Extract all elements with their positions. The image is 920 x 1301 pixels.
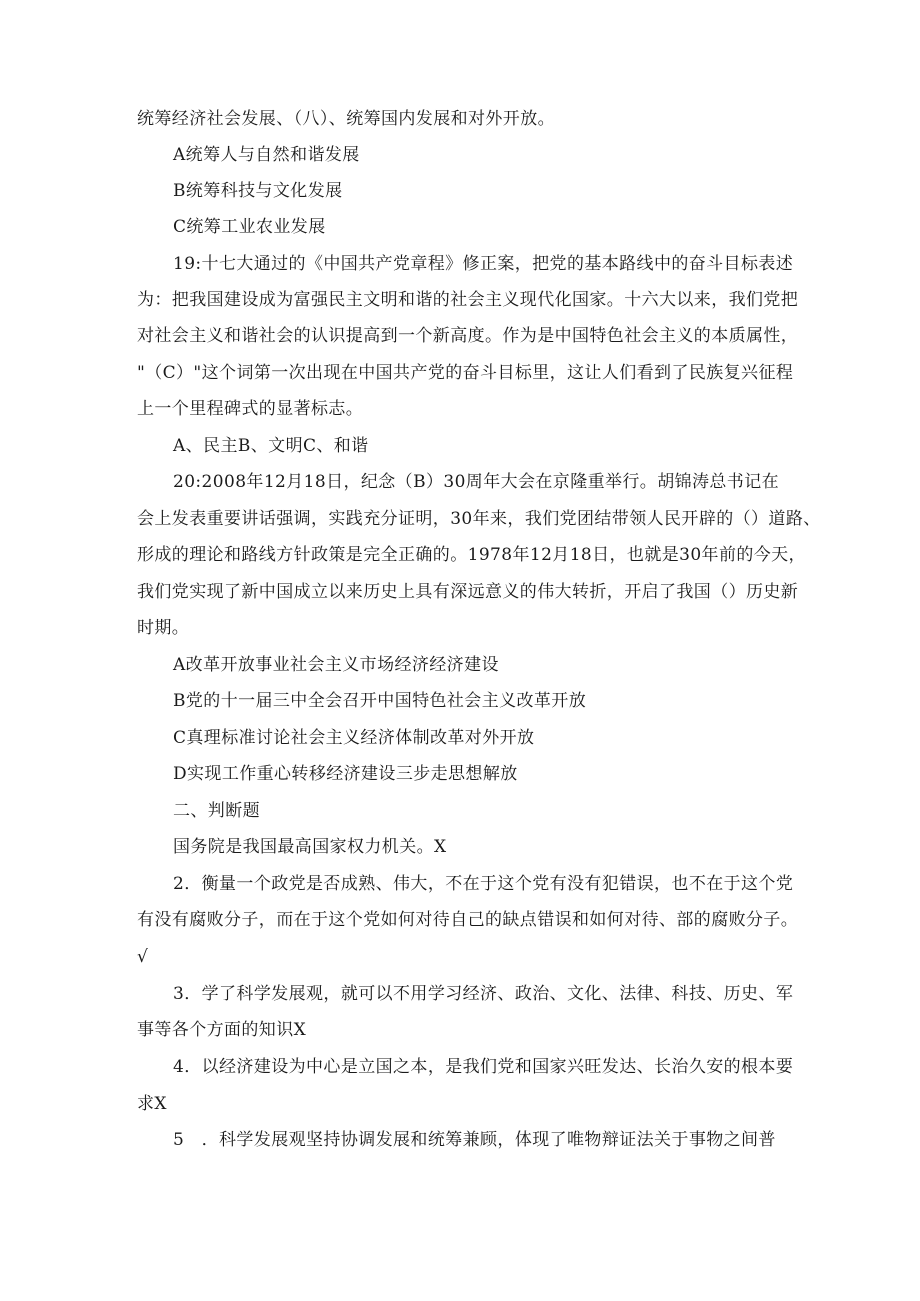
option-a: A改革开放事业社会主义市场经济经济建设: [173, 655, 499, 675]
check-mark: √: [137, 947, 149, 967]
judgement-5: 5 ．科学发展观坚持协调发展和统筹兼顾，体现了唯物辩证法关于事物之间普: [173, 1130, 776, 1150]
option-d: D实现工作重心转移经济建设三步走思想解放: [173, 764, 518, 784]
question-20: 20:2008年12月18日，纪念（B）30周年大会在京隆重举行。胡锦涛总书记在: [173, 472, 780, 492]
text-line: 统筹经济社会发展、（八）、统筹国内发展和对外开放。: [137, 109, 555, 129]
text-line: 有没有腐败分子，而在于这个党如何对待自己的缺点错误和如何对待、部的腐败分子。: [137, 910, 799, 930]
text-line: "（C）"这个词第一次出现在中国共产党的奋斗目标里，这让人们看到了民族复兴征程: [137, 363, 794, 383]
option-a: A统筹人与自然和谐发展: [173, 145, 360, 165]
options-19: A、民主B、文明C、和谐: [173, 436, 369, 456]
text-line: 事等各个方面的知识X: [137, 1020, 307, 1040]
text-line: 为：把我国建设成为富强民主文明和谐的社会主义现代化国家。十六大以来，我们党把: [137, 290, 799, 310]
judgement-1: 国务院是我国最高国家权力机关。X: [173, 837, 447, 857]
text-line: 形成的理论和路线方针政策是完全正确的。1978年12月18日，也就是30年前的今天，: [137, 545, 806, 565]
option-c: C真理标准讨论社会主义经济体制改革对外开放: [173, 728, 535, 748]
text-line: 对社会主义和谐社会的认识提高到一个新高度。作为是中国特色社会主义的本质属性，: [137, 326, 799, 346]
option-b: B党的十一届三中全会召开中国特色社会主义改革开放: [173, 691, 587, 711]
judgement-2: 2．衡量一个政党是否成熟、伟大，不在于这个党有没有犯错误，也不在于这个党: [173, 874, 794, 894]
text-line: 求X: [137, 1094, 167, 1114]
section-heading: 二、判断题: [173, 801, 260, 821]
judgement-4: 4．以经济建设为中心是立国之本，是我们党和国家兴旺发达、长治久安的根本要: [173, 1057, 794, 1077]
option-b: B统筹科技与文化发展: [173, 181, 343, 201]
judgement-3: 3．学了科学发展观，就可以不用学习经济、政治、文化、法律、科技、历史、军: [173, 984, 794, 1004]
text-line: 会上发表重要讲话强调，实践充分证明，30年来，我们党团结带领人民开辟的（）道路、: [137, 509, 821, 529]
text-line: 我们党实现了新中国成立以来历史上具有深远意义的伟大转折，开启了我国（）历史新: [137, 582, 799, 602]
option-c: C统筹工业农业发展: [173, 217, 326, 237]
text-line: 上一个里程碑式的显著标志。: [137, 399, 364, 419]
question-19: 19:十七大通过的《中国共产党章程》修正案，把党的基本路线中的奋斗目标表述: [173, 254, 794, 274]
text-line: 时期。: [137, 618, 190, 638]
